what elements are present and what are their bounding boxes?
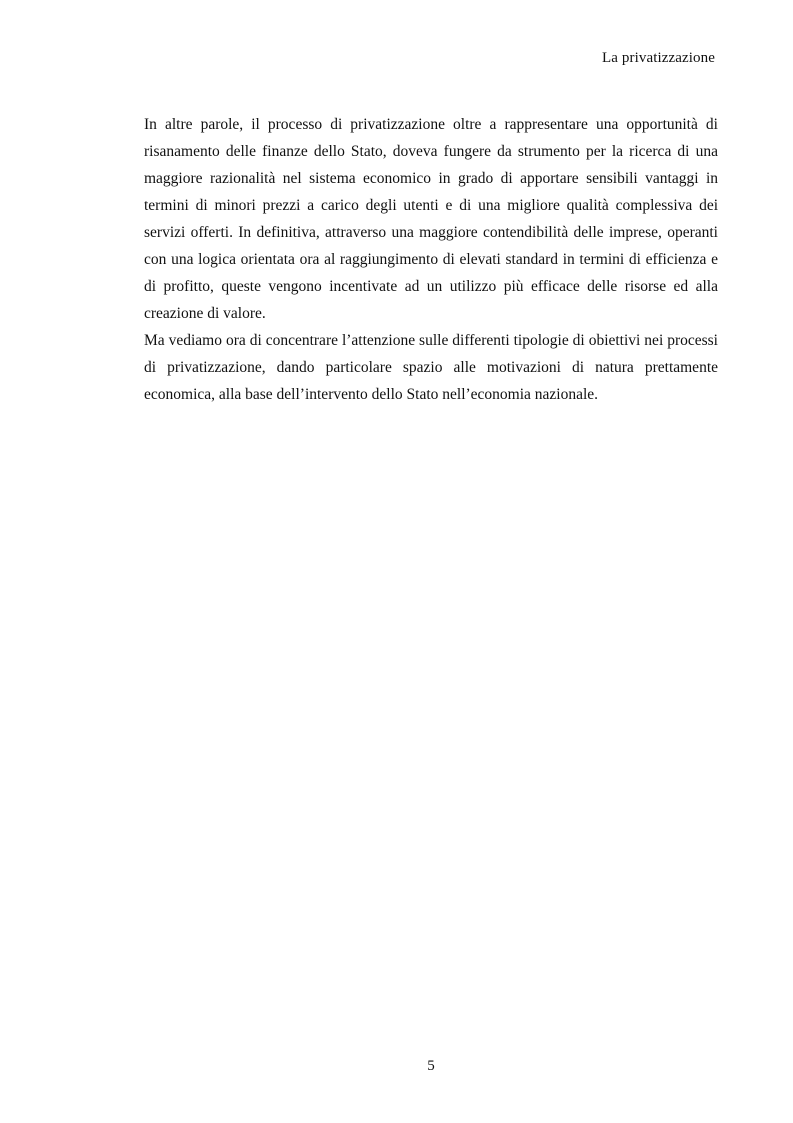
page-number: 5 bbox=[427, 1058, 435, 1074]
body-text bbox=[144, 111, 718, 408]
paragraph-objectives-intro: Ma vediamo ora di concentrare l’attenzione sulle differenti tipologie di obiettivi nei processi di privatizzazione, dando particolare spazio alle motivazioni di natura prettamente economica, alla base dell’intervento dello Stato nell’economia nazionale. bbox=[144, 332, 718, 403]
paragraph-privatization-goals: In altre parole, il processo di privatizzazione oltre a rappresentare una opportunità di risanamento delle finanze dello Stato, doveva fungere da strumento per la ricerca di una maggiore razionalità nel sistema economico in grado di apportare sensibili vantaggi in termini di minori prezzi a carico degli utenti e di una migliore qualità complessiva dei servizi offerti. In definitiva, attraverso una maggiore contendibilità delle imprese, operanti con una logica orientata ora al raggiungimento di elevati standard in termini di efficienza e di profitto, queste vengono incentivate ad un utilizzo più efficace delle risorse ed alla creazione di valore. bbox=[144, 116, 718, 322]
running-header-title: La privatizzazione bbox=[602, 50, 715, 66]
